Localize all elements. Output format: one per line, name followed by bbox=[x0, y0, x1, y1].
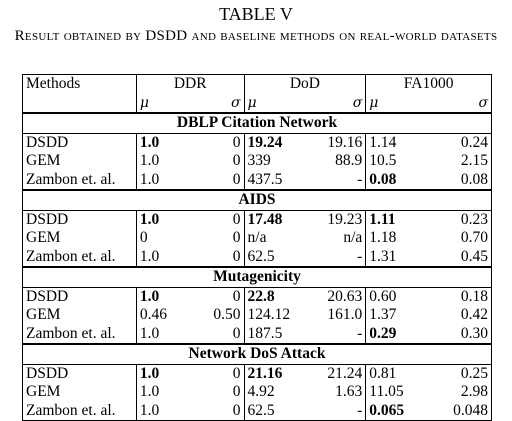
header-ddr: DDR bbox=[136, 75, 244, 94]
dod-sigma-cell: 19.23 bbox=[327, 210, 363, 228]
dod-mu-cell: 4.92 bbox=[244, 383, 308, 402]
dod-mu-cell: 62.5 bbox=[244, 402, 308, 421]
method-cell: GEM bbox=[23, 152, 137, 171]
fa-mu-cell: 0.60 bbox=[366, 287, 426, 306]
dod-sigma-cell: 19.16 bbox=[327, 133, 363, 151]
ddr-sigma-cell: 0 bbox=[232, 324, 241, 342]
dod-sigma-cell: - bbox=[357, 170, 363, 188]
dod-sigma-cell: - bbox=[308, 402, 366, 421]
ddr-sigma-cell: 0 bbox=[232, 210, 241, 228]
ddr-mu-cell: 1.0 bbox=[136, 383, 194, 402]
ddr-sigma-cell: 0.50 bbox=[213, 306, 241, 324]
method-cell: DSDD bbox=[23, 210, 137, 229]
ddr-mu-cell: 1.0 bbox=[136, 152, 194, 171]
table-number: TABLE V bbox=[219, 4, 293, 24]
method-cell: Zambon et. al. bbox=[23, 325, 137, 345]
dod-mu-cell: 17.48 bbox=[244, 210, 308, 229]
fa-mu-cell: 11.05 bbox=[366, 383, 426, 402]
method-cell: GEM bbox=[23, 383, 137, 402]
table-row bbox=[23, 210, 492, 229]
header-fa1000: FA1000 bbox=[366, 75, 492, 94]
header-ddr-sigma: σ bbox=[230, 94, 241, 111]
fa-sigma-cell: 0.70 bbox=[426, 229, 492, 248]
dod-sigma-cell: 21.24 bbox=[327, 364, 363, 382]
fa-sigma-cell: 0.18 bbox=[426, 287, 492, 306]
dod-sigma-cell: - bbox=[357, 324, 363, 342]
dod-sigma-cell: - bbox=[357, 247, 363, 265]
table-row bbox=[23, 402, 492, 421]
table-row bbox=[23, 248, 492, 268]
ddr-sigma-cell: 0 bbox=[194, 402, 244, 421]
results-table bbox=[22, 74, 492, 421]
method-cell: DSDD bbox=[23, 133, 137, 152]
fa-sigma-cell: 0.08 bbox=[426, 171, 492, 191]
fa-sigma-cell: 0.45 bbox=[426, 248, 492, 268]
ddr-mu-cell: 1.0 bbox=[136, 133, 194, 152]
method-cell: Zambon et. al. bbox=[23, 248, 137, 268]
table-row bbox=[23, 364, 492, 383]
fa-mu-cell: 1.31 bbox=[366, 248, 426, 268]
ddr-mu-cell: 0 bbox=[136, 229, 194, 248]
ddr-mu-cell: 1.0 bbox=[136, 364, 194, 383]
fa-sigma-cell: 0.24 bbox=[426, 133, 492, 152]
fa-sigma-cell: 2.98 bbox=[426, 383, 492, 402]
header-methods-blank bbox=[23, 94, 137, 114]
header-dod-mu: μ bbox=[247, 94, 257, 111]
method-cell: Zambon et. al. bbox=[23, 171, 137, 191]
dod-sigma-cell: 161.0 bbox=[327, 306, 363, 324]
table-caption: Result obtained by DSDD and baseline methods on real-world datasets bbox=[14, 28, 498, 44]
method-cell: GEM bbox=[23, 229, 137, 248]
ddr-sigma-cell: 0 bbox=[232, 287, 241, 305]
section-header: DBLP Citation Network bbox=[23, 113, 492, 133]
section-header: Network DoS Attack bbox=[23, 344, 492, 364]
ddr-sigma-cell: 0 bbox=[232, 229, 241, 247]
ddr-mu-cell: 0.46 bbox=[136, 306, 194, 325]
method-cell: Zambon et. al. bbox=[23, 402, 137, 421]
dod-mu-cell: 62.5 bbox=[244, 248, 308, 268]
ddr-mu-cell: 1.0 bbox=[136, 325, 194, 345]
table-row bbox=[23, 325, 492, 345]
fa-mu-cell: 0.065 bbox=[366, 402, 426, 421]
ddr-sigma-cell: 0 bbox=[232, 133, 241, 151]
table-row bbox=[23, 383, 492, 402]
dod-mu-cell: 22.8 bbox=[244, 287, 308, 306]
header-dod: DoD bbox=[244, 75, 366, 94]
table-row bbox=[23, 133, 492, 152]
ddr-sigma-cell: 0 bbox=[232, 383, 241, 401]
method-cell: DSDD bbox=[23, 287, 137, 306]
section-header: Mutagenicity bbox=[23, 267, 492, 287]
header-fa-mu: μ bbox=[369, 94, 379, 111]
ddr-sigma-cell: 0 bbox=[232, 152, 241, 170]
fa-mu-cell: 10.5 bbox=[366, 152, 426, 171]
dod-mu-cell: 437.5 bbox=[244, 171, 308, 191]
fa-mu-cell: 0.08 bbox=[366, 171, 426, 191]
fa-sigma-cell: 0.25 bbox=[426, 364, 492, 383]
table-row bbox=[23, 229, 492, 248]
ddr-sigma-cell: 0 bbox=[232, 247, 241, 265]
table-row bbox=[23, 306, 492, 325]
dod-sigma-cell: 1.63 bbox=[335, 383, 363, 401]
dod-sigma-cell: 88.9 bbox=[335, 152, 363, 170]
fa-sigma-cell: 0.048 bbox=[426, 402, 492, 421]
dod-sigma-cell: 20.63 bbox=[327, 287, 363, 305]
ddr-mu-cell: 1.0 bbox=[136, 210, 194, 229]
header-methods: Methods bbox=[23, 75, 137, 94]
ddr-sigma-cell: 0 bbox=[232, 364, 241, 382]
section-header: AIDS bbox=[23, 190, 492, 210]
table-row bbox=[23, 287, 492, 306]
header-ddr-mu: μ bbox=[139, 94, 149, 111]
fa-mu-cell: 1.11 bbox=[366, 210, 426, 229]
method-cell: DSDD bbox=[23, 364, 137, 383]
ddr-mu-cell: 1.0 bbox=[136, 287, 194, 306]
method-cell: GEM bbox=[23, 306, 137, 325]
dod-mu-cell: 21.16 bbox=[244, 364, 308, 383]
fa-sigma-cell: 0.23 bbox=[426, 210, 492, 229]
table-row bbox=[23, 171, 492, 191]
fa-sigma-cell: 0.42 bbox=[426, 306, 492, 325]
table-row bbox=[23, 152, 492, 171]
dod-mu-cell: n/a bbox=[244, 229, 308, 248]
ddr-sigma-cell: 0 bbox=[232, 170, 241, 188]
dod-mu-cell: 124.12 bbox=[244, 306, 308, 325]
fa-sigma-cell: 2.15 bbox=[426, 152, 492, 171]
dod-mu-cell: 187.5 bbox=[244, 325, 308, 345]
header-dod-sigma: σ bbox=[352, 94, 363, 111]
dod-sigma-cell: n/a bbox=[343, 229, 363, 247]
fa-mu-cell: 0.81 bbox=[366, 364, 426, 383]
fa-mu-cell: 1.37 bbox=[366, 306, 426, 325]
ddr-mu-cell: 1.0 bbox=[136, 402, 194, 421]
dod-mu-cell: 19.24 bbox=[244, 133, 308, 152]
ddr-mu-cell: 1.0 bbox=[136, 171, 194, 191]
fa-sigma-cell: 0.30 bbox=[426, 325, 492, 345]
dod-mu-cell: 339 bbox=[244, 152, 308, 171]
fa-mu-cell: 1.14 bbox=[366, 133, 426, 152]
ddr-mu-cell: 1.0 bbox=[136, 248, 194, 268]
fa-mu-cell: 1.18 bbox=[366, 229, 426, 248]
fa-mu-cell: 0.29 bbox=[366, 325, 426, 345]
header-fa-sigma: σ bbox=[478, 94, 488, 111]
